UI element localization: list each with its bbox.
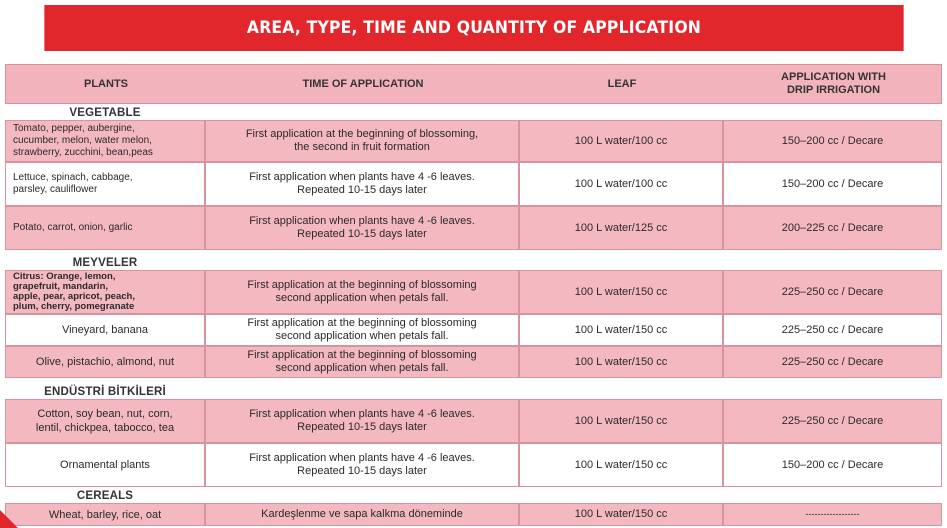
time-cell: First application at the beginning of blossoming second application when petals fall. [205, 270, 519, 314]
drip-cell: 150–200 cc / Decare [723, 443, 942, 487]
drip-cell: 150–200 cc / Decare [723, 120, 942, 162]
plant-cell: Citrus: Orange, lemon, grapefruit, mandarin, apple, pear, apricot, peach, plum, cherry, pomegranate [5, 270, 205, 314]
time-cell: First application when plants have 4 -6 leaves. Repeated 10-15 days later [205, 162, 519, 206]
leaf-cell: 100 L water/125 cc [519, 206, 723, 250]
leaf-cell: 100 L water/150 cc [519, 346, 723, 378]
leaf-cell: 100 L water/100 cc [519, 162, 723, 206]
table-row [5, 206, 942, 250]
drip-cell: ------------------ [723, 503, 942, 526]
table-row [5, 503, 942, 526]
drip-cell: 150–200 cc / Decare [723, 162, 942, 206]
table-row [5, 346, 942, 378]
leaf-cell: 100 L water/150 cc [519, 399, 723, 443]
time-cell: First application at the beginning of blossoming second application when petals fall. [205, 314, 519, 346]
leaf-cell: 100 L water/150 cc [519, 314, 723, 346]
header-plants: PLANTS [84, 77, 128, 90]
section-industrial: ENDÜSTRİ BİTKİLERİ [44, 386, 166, 398]
plant-cell: Vineyard, banana [5, 314, 205, 346]
leaf-cell: 100 L water/150 cc [519, 443, 723, 487]
table-row [5, 120, 942, 162]
page-title: AREA, TYPE, TIME AND QUANTITY OF APPLICATION [246, 18, 702, 38]
drip-cell: 225–250 cc / Decare [723, 346, 942, 378]
time-cell: First application at the beginning of blossoming, the second in fruit formation [205, 120, 519, 162]
leaf-cell: 100 L water/150 cc [519, 270, 723, 314]
header-drip: APPLICATION WITH DRIP IRRIGATION [781, 71, 886, 96]
plant-cell: Cotton, soy bean, nut, corn, lentil, chickpea, tabocco, tea [5, 399, 205, 443]
plant-cell: Tomato, pepper, aubergine, cucumber, melon, water melon, strawberry, zucchini, bean,peas [5, 120, 205, 162]
header-time: TIME OF APPLICATION [302, 77, 424, 90]
plant-cell: Wheat, barley, rice, oat [5, 503, 205, 526]
table-header [5, 64, 942, 104]
application-table [5, 64, 942, 526]
time-cell: First application when plants have 4 -6 leaves. Repeated 10-15 days later [205, 399, 519, 443]
time-cell: First application when plants have 4 -6 leaves. Repeated 10-15 days later [205, 443, 519, 487]
page-title-banner [44, 5, 903, 51]
table-row [5, 162, 942, 206]
plant-cell: Lettuce, spinach, cabbage, parsley, cauliflower [5, 162, 205, 206]
leaf-cell: 100 L water/100 cc [519, 120, 723, 162]
table-row [5, 270, 942, 314]
drip-cell: 225–250 cc / Decare [723, 314, 942, 346]
header-leaf: LEAF [607, 77, 637, 90]
drip-cell: 225–250 cc / Decare [723, 399, 942, 443]
section-vegetable: VEGETABLE [69, 107, 141, 119]
section-cereals: CEREALS [76, 490, 134, 502]
corner-decoration [0, 510, 18, 528]
plant-cell: Olive, pistachio, almond, nut [5, 346, 205, 378]
table-row [5, 399, 942, 443]
table-row [5, 443, 942, 487]
drip-cell: 225–250 cc / Decare [723, 270, 942, 314]
drip-cell: 200–225 cc / Decare [723, 206, 942, 250]
leaf-cell: 100 L water/150 cc [519, 503, 723, 526]
time-cell: First application at the beginning of blossoming second application when petals fall. [205, 346, 519, 378]
time-cell: First application when plants have 4 -6 leaves. Repeated 10-15 days later [205, 206, 519, 250]
plant-cell: Ornamental plants [5, 443, 205, 487]
table-row [5, 314, 942, 346]
section-meyveler: MEYVELER [72, 257, 138, 269]
time-cell: Kardeşlenme ve sapa kalkma döneminde [205, 503, 519, 526]
plant-cell: Potato, carrot, onion, garlic [5, 206, 205, 250]
